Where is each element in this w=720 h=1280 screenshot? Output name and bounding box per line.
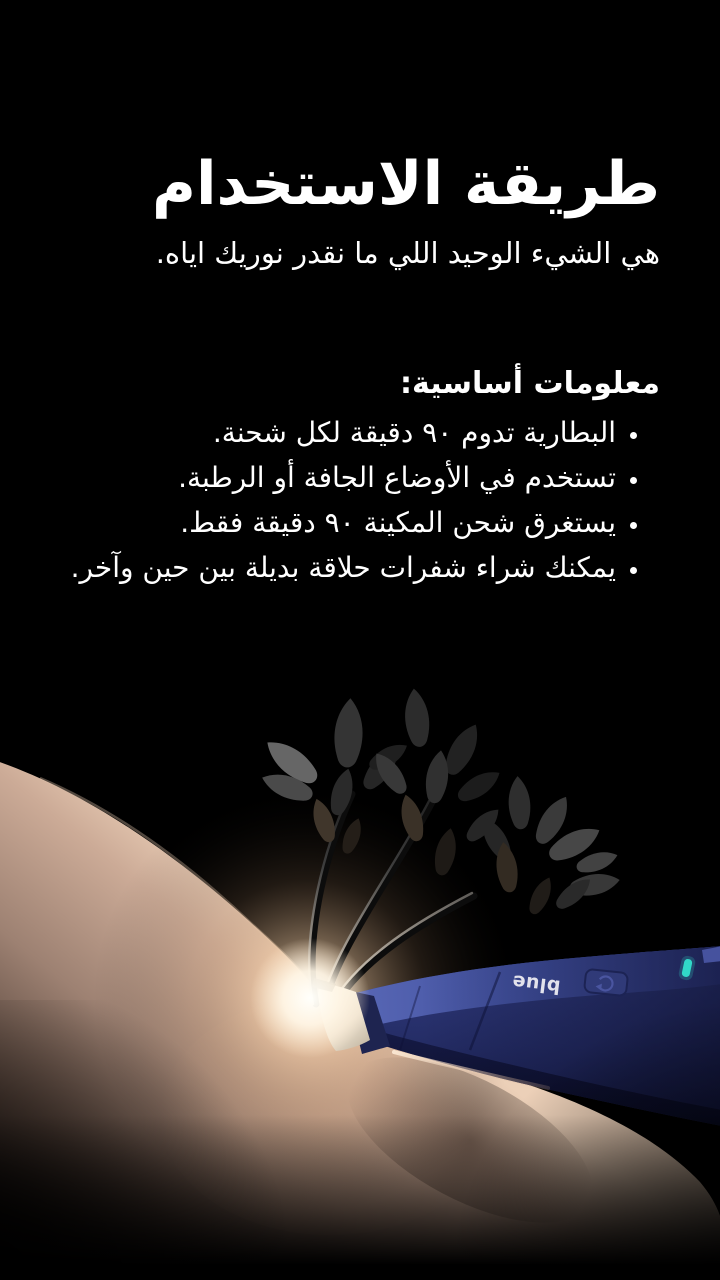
list-item: • يستغرق شحن المكينة ٩٠ دقيقة فقط. bbox=[40, 500, 616, 545]
leaf bbox=[333, 698, 365, 769]
product-photo bbox=[0, 640, 720, 1280]
list-item: • يمكنك شراء شفرات حلاقة بديلة بين حين وآخر. bbox=[40, 545, 616, 590]
info-heading: معلومات أساسية: bbox=[400, 365, 660, 401]
list-item: • البطارية تدوم ٩٠ دقيقة لكل شحنة. bbox=[40, 410, 616, 455]
list-item: • تستخدم في الأوضاع الجافة أو الرطبة. bbox=[40, 455, 616, 500]
info-section bbox=[40, 364, 660, 590]
page-title: طريقة الاستخدام bbox=[151, 149, 660, 219]
vignette-corner-left bbox=[0, 1000, 320, 1280]
info-list bbox=[40, 410, 660, 590]
page-subtitle: هي الشيء الوحيد اللي ما نقدر نوريك اياه. bbox=[155, 236, 660, 271]
photo-render bbox=[0, 640, 720, 1280]
vignette-corner-right bbox=[400, 1000, 720, 1280]
power-button-icon bbox=[584, 969, 628, 996]
leaf bbox=[454, 765, 505, 807]
leaf bbox=[402, 687, 432, 748]
brand-label: blue bbox=[510, 970, 562, 998]
header-section bbox=[0, 0, 720, 590]
leaf bbox=[507, 775, 532, 830]
leaf bbox=[525, 874, 557, 917]
